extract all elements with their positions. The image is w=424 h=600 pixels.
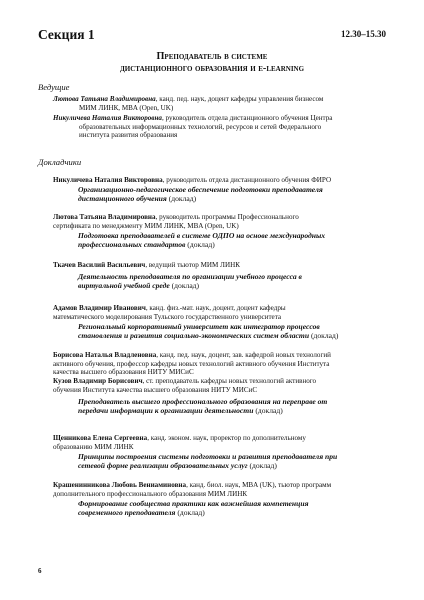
talk-type: (доклад): [166, 194, 197, 204]
page-header: [38, 27, 386, 43]
talk-title-line: дистанционного обучения: [78, 194, 167, 204]
speaker-entry: [53, 304, 394, 321]
talk-title: [78, 272, 394, 291]
host-name: Лютова Татьяна Владимировна: [53, 95, 156, 103]
talk-title-line: передачи информации к организации деятельности: [78, 406, 254, 416]
talk-title: [78, 322, 394, 341]
speaker-desc-cont: образованию МИМ ЛИНК: [53, 442, 134, 451]
coauthor-desc-cont: обучения Института качества высшего образования НИТУ МИСиС: [53, 385, 258, 394]
session-title: [38, 51, 386, 75]
host-entry: [53, 95, 394, 112]
talk-title: [78, 185, 394, 204]
session-time: 12.30–15.30: [341, 29, 386, 39]
speaker-desc-cont: дополнительного профессионального образования МИМ ЛИНК: [53, 489, 248, 498]
speaker-name: Борисова Наталья Владленовна: [53, 351, 157, 359]
talk-title-line: Региональный корпоративный университет как интегратор процессов: [78, 322, 320, 331]
talk-title-line: современного преподавателя: [78, 508, 176, 518]
talk-type: (доклад): [169, 281, 200, 291]
speaker-desc: , канд. пед. наук, доцент, зав. кафедрой новых технологий: [156, 351, 331, 359]
talk-title-line: становления и развития социально-экономических систем области: [78, 331, 310, 341]
page-number: 6: [38, 567, 42, 575]
host-name: Никуличева Наталия Викторовна: [53, 114, 162, 122]
speaker-name: Лютова Татьяна Владимировна: [53, 213, 156, 221]
speaker-desc: , ведущий тьютор МИМ ЛИНК: [145, 261, 240, 269]
host-entry: [53, 114, 394, 140]
speaker-desc: , руководитель отдела дистанционного обучения ФИРО: [162, 176, 332, 184]
talk-type: (доклад): [185, 240, 215, 250]
section-label: Секция 1: [38, 27, 95, 42]
speaker-desc: , канд. физ.-мат. наук, доцент, доцент кафедры: [145, 304, 286, 312]
talk-type: (доклад): [253, 406, 283, 416]
talk-title-line: сетевой форме реализации образовательных услуг: [78, 461, 248, 471]
speaker-entry: [53, 351, 394, 395]
talk-title: [78, 397, 394, 416]
speaker-name: Ткачев Василий Васильевич: [53, 261, 146, 269]
talk-type: (доклад): [247, 461, 277, 471]
talk-title-line: виртуальной учебной среде: [78, 281, 170, 291]
speaker-name: Никуличева Наталия Викторовна: [53, 176, 163, 184]
speaker-desc-cont: качества высшего образования НИТУ МИСиС: [53, 368, 194, 377]
speaker-name: Крашенинникова Любовь Вениаминовна: [53, 481, 187, 489]
host-desc-cont: института развития образования: [79, 131, 178, 140]
coauthor-desc: , ст. преподаватель кафедры новых технологий активного: [142, 377, 317, 386]
talk-title: [78, 231, 394, 250]
speaker-name: Адамов Владимир Иванович: [53, 304, 146, 312]
talk-title-line: Деятельность преподавателя по организации учебного процесса в: [78, 272, 302, 281]
speaker-entry: [53, 481, 394, 498]
talk-type: (доклад): [175, 508, 205, 518]
host-desc: , руководитель отдела дистанционного обучения Центра: [161, 114, 333, 122]
speaker-name: Щенникова Елена Сергеевна: [53, 434, 148, 442]
talk-title-line: Подготовка преподавателей в системе ОДПО на основе международных: [78, 231, 326, 240]
coauthor-name: Кузов Владимир Борисович: [53, 377, 143, 386]
speaker-entry: [53, 261, 394, 270]
session-title-line-2: дистанционного образования и e-learning: [119, 63, 305, 74]
speakers-heading: Докладчики: [38, 157, 82, 167]
talk-title: [78, 499, 394, 518]
speaker-entry: [53, 213, 394, 230]
speaker-desc: , руководитель программы Профессионального: [155, 213, 299, 221]
talk-title-line: Формирование сообщества практики как важнейшая компетенция: [78, 499, 309, 508]
talk-title-line: Организационно-педагогическое обеспечение подготовки преподавателя: [78, 185, 323, 194]
speaker-desc-cont: математического моделирования Тульского государственного университета: [53, 312, 282, 321]
hosts-heading: Ведущие: [38, 82, 70, 92]
speaker-desc: , канд. биол. наук, MBA (UK), тьютор программ: [186, 481, 332, 489]
talk-title-line: профессиональных стандартов: [78, 240, 186, 250]
speaker-desc: , канд. эконом. наук, проректор по дополнительному: [147, 434, 306, 442]
speaker-entry: [53, 176, 394, 185]
speaker-desc-cont: сертификата по менеджменту МИМ ЛИНК, MBA (Open, UK): [53, 221, 239, 230]
speaker-entry: [53, 434, 394, 451]
talk-type: (доклад): [309, 331, 339, 341]
host-desc-cont: образовательных информационных технологий, ресурсов и сетей Федерального: [79, 122, 322, 131]
session-title-line-1: Преподаватель в системе: [156, 51, 268, 62]
talk-title-line: Преподаватель высшего профессионального образования на переправе от: [78, 397, 328, 406]
talk-title-line: Принципы построения системы подготовки и развития преподавателя при: [78, 452, 338, 461]
talk-title: [78, 452, 394, 471]
host-desc: , канд. пед. наук, доцент кафедры управления бизнесом: [155, 95, 324, 103]
host-desc-cont: МИМ ЛИНК, MBA (Open, UK): [79, 103, 174, 112]
speaker-desc-cont: активного обучения, профессор кафедры новых технологий активного обучения Института: [53, 359, 330, 368]
